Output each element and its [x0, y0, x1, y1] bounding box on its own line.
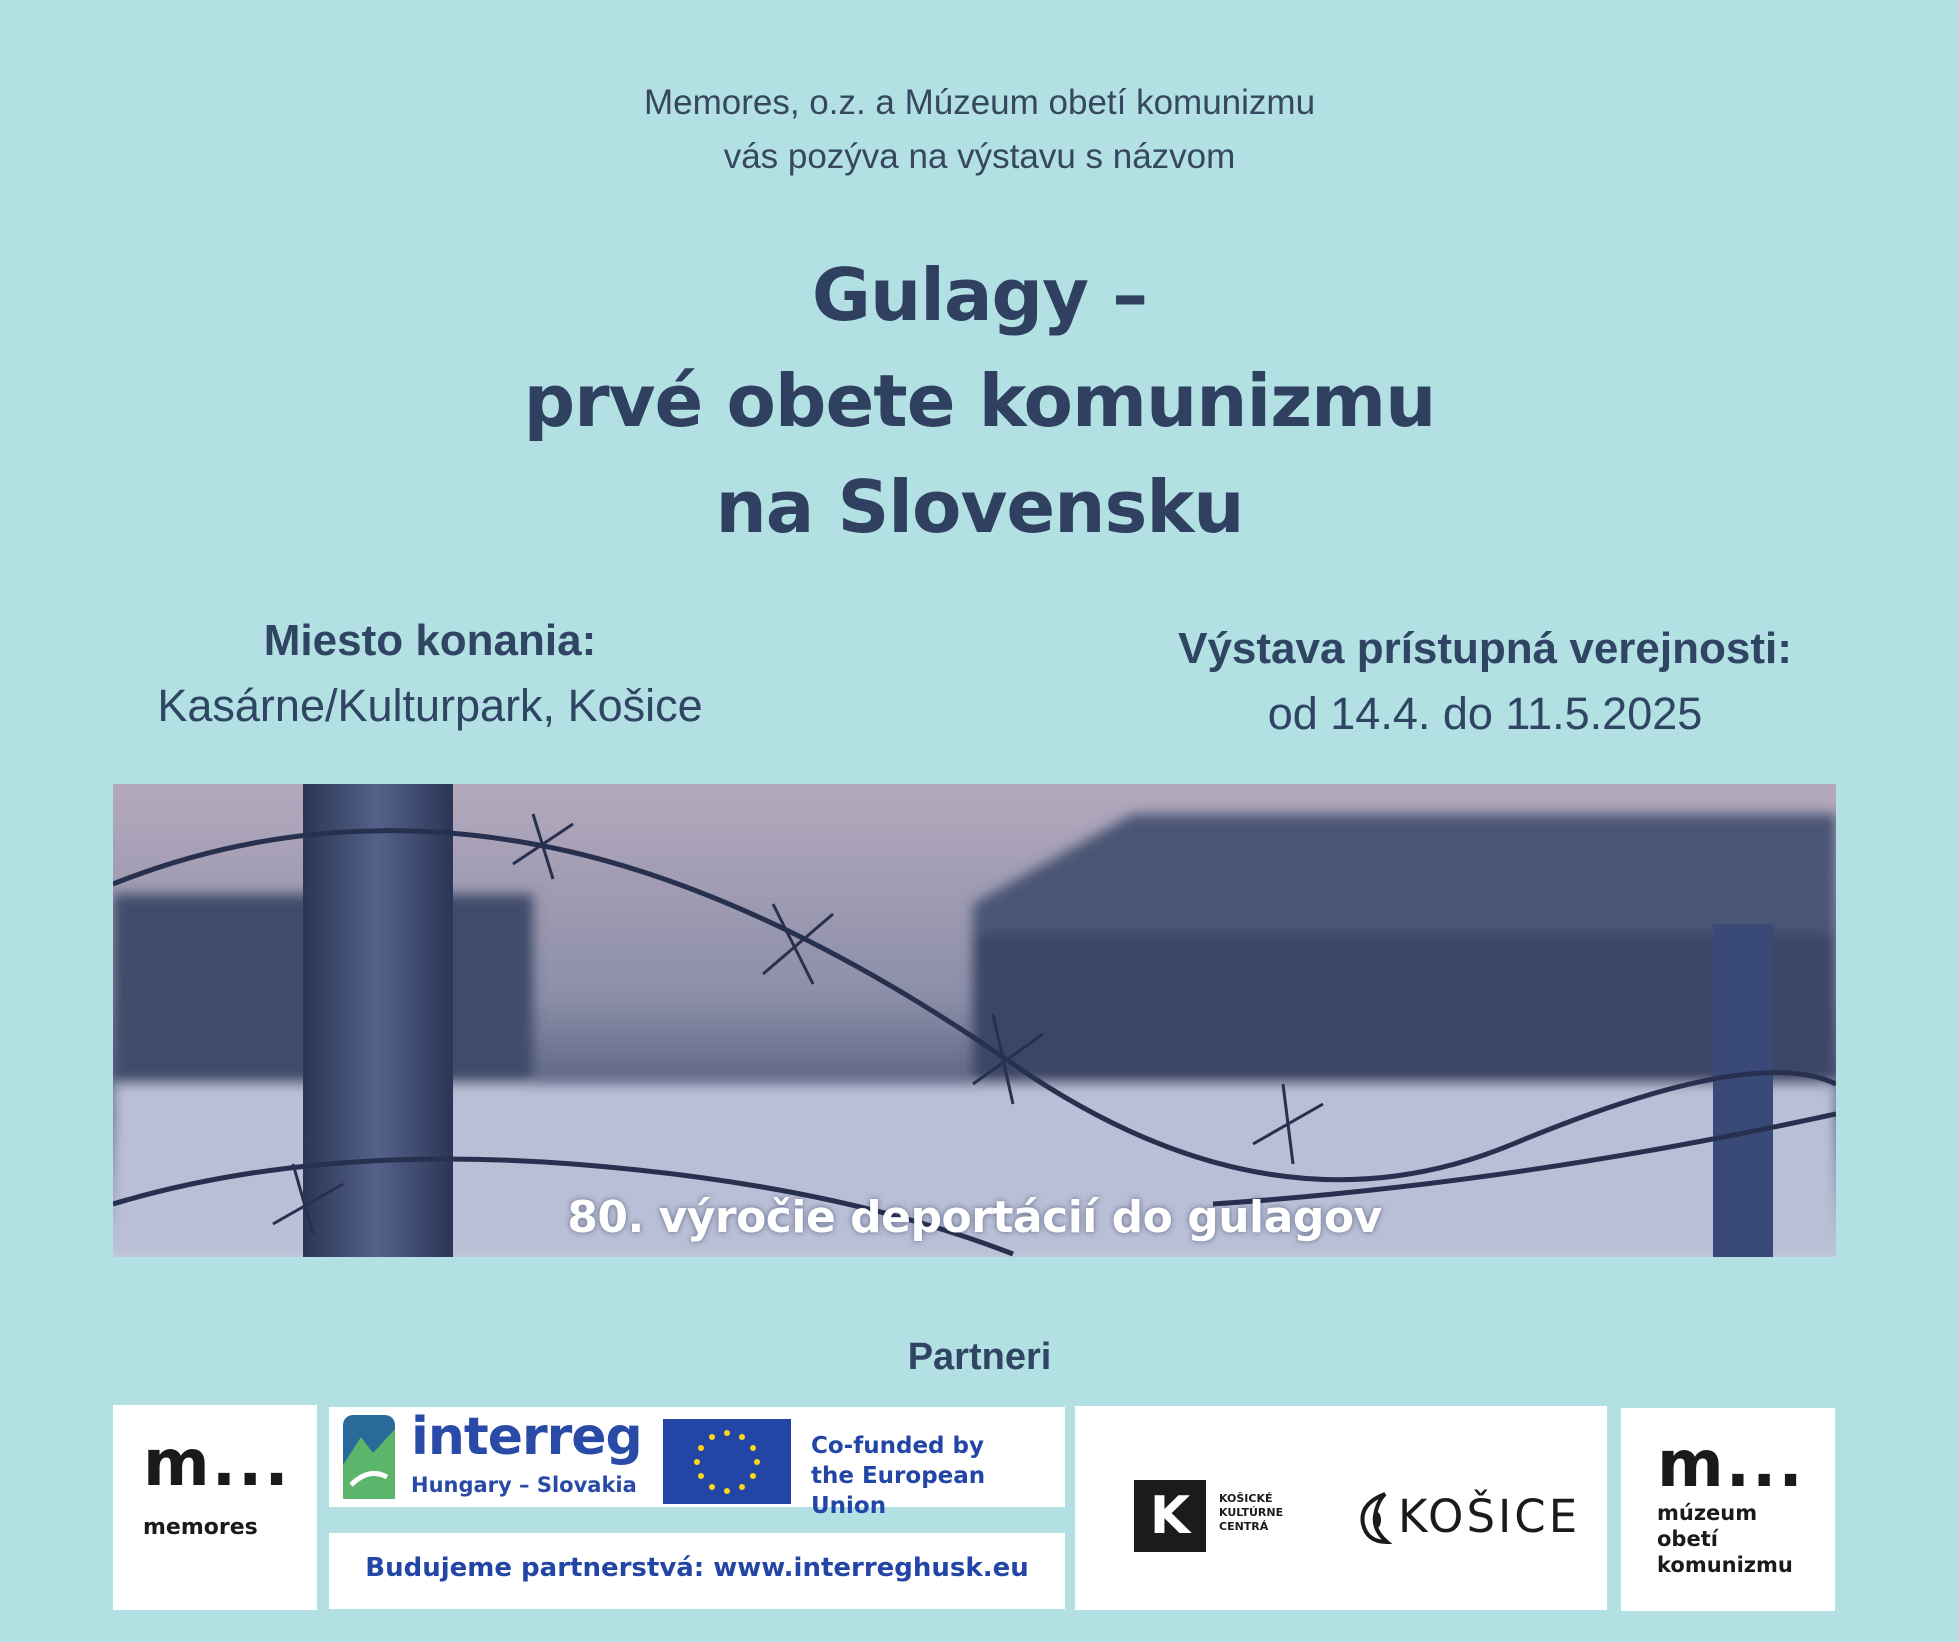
kkc-line-3: CENTRÁ — [1219, 1520, 1269, 1533]
kosice-logos — [1075, 1406, 1607, 1610]
memores-mark: m... — [143, 1427, 291, 1501]
title-line-2: prvé obete komunizmu — [523, 359, 1436, 443]
venue-heading: Miesto konania: — [263, 616, 597, 665]
muzeum-line-2: obetí — [1657, 1527, 1718, 1551]
kkc-line-2: KULTÚRNE — [1219, 1506, 1284, 1519]
dates-block — [1120, 618, 1850, 748]
barbed-wire-photo — [113, 784, 1836, 1257]
interreg-subtitle: Hungary – Slovakia — [411, 1473, 637, 1497]
title-line-3: na Slovensku — [715, 465, 1244, 549]
cofunded-line-2: the European Union — [811, 1463, 986, 1519]
muzeum-name — [1657, 1500, 1793, 1578]
venue-value: Kasárne/Kulturpark, Košice — [157, 680, 703, 731]
interreg-logo — [329, 1407, 1065, 1519]
muzeum-line-1: múzeum — [1657, 1501, 1758, 1525]
interreg-mountain-icon — [343, 1415, 395, 1499]
kkc-logo-icon: K — [1134, 1480, 1206, 1552]
interreg-slogan-box — [329, 1533, 1065, 1609]
partners-heading: Partneri — [907, 1336, 1052, 1378]
fence-post — [303, 784, 453, 1257]
kkc-line-1: KOŠICKÉ — [1219, 1492, 1273, 1505]
muzeum-mark: m... — [1657, 1428, 1805, 1502]
eu-cofunded-text — [811, 1431, 1065, 1521]
anniversary-caption: 80. výročie deportácií do gulagov — [567, 1192, 1382, 1243]
intro-line-2: vás pozýva na výstavu s názvom — [723, 137, 1236, 176]
exhibition-title — [0, 242, 1959, 560]
intro-line-1: Memores, o.z. a Múzeum obetí komunizmu — [643, 83, 1316, 122]
photo-illustration — [113, 784, 1836, 1257]
cofunded-line-1: Co-funded by — [811, 1433, 984, 1459]
kkc-name — [1219, 1492, 1283, 1534]
memores-logo — [113, 1405, 317, 1610]
invitation-text — [0, 76, 1959, 184]
memores-name: memores — [143, 1515, 258, 1540]
kosice-wordmark: KOŠICE — [1398, 1490, 1581, 1543]
kosice-emblem-icon — [1355, 1490, 1393, 1546]
dates-value: od 14.4. do 11.5.2025 — [1267, 688, 1703, 739]
interreg-slogan: Budujeme partnerstvá: www.interreghusk.eu — [365, 1553, 1029, 1583]
title-line-1: Gulagy – — [811, 253, 1148, 337]
eu-flag-icon — [663, 1419, 791, 1504]
muzeum-line-3: komunizmu — [1657, 1553, 1793, 1577]
interreg-name: interreg — [411, 1407, 642, 1467]
venue-block — [80, 610, 780, 740]
muzeum-logo — [1621, 1408, 1835, 1611]
dates-heading: Výstava prístupná verejnosti: — [1178, 624, 1792, 673]
